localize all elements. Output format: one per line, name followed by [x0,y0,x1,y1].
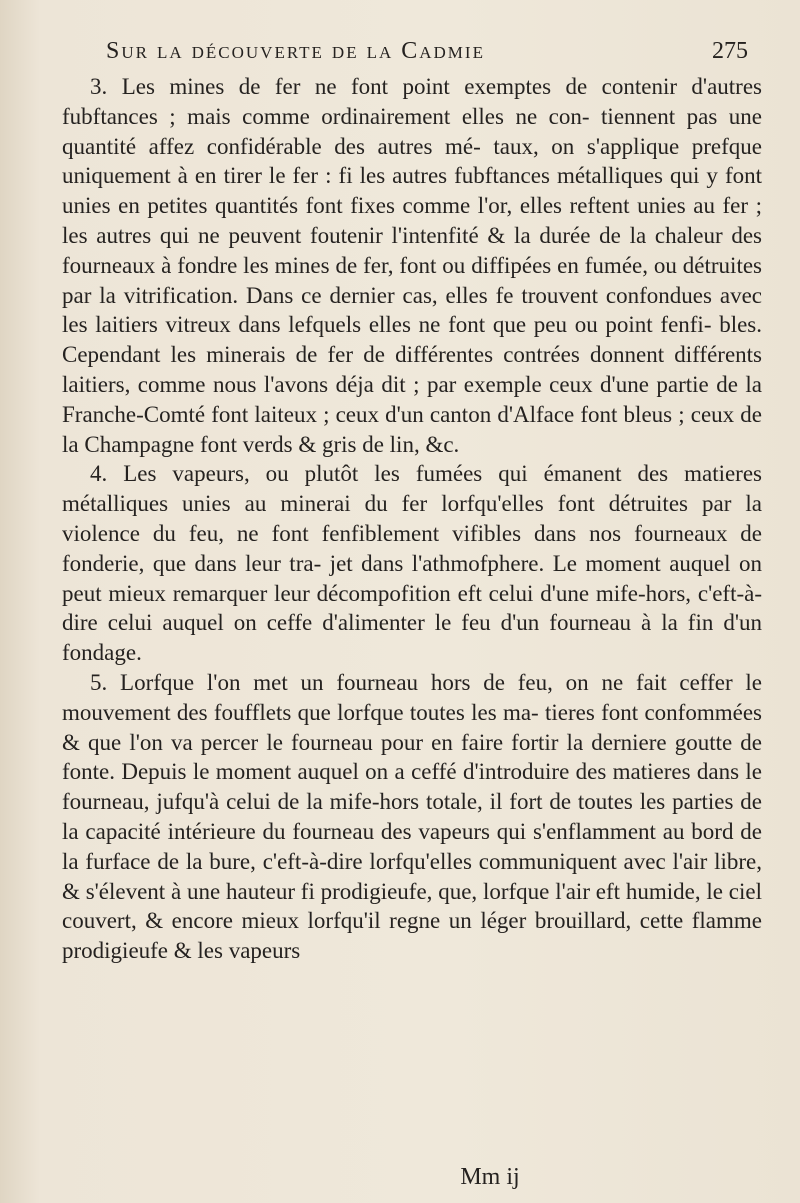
signature-mark: Mm ij [460,1164,520,1190]
paragraph-4: 4. Les vapeurs, ou plutôt les fumées qui émanent des matieres métalliques unies au minerai du fer lorfqu'elles font détruites par la violence du feu, ne font fenfiblement vifibles dans nos fourneaux de fonderie, que dans leur tra- jet dans l'athmofphere. Le moment auquel on peut mieux remarquer leur décompofition eft celui d'une mife-hors, c'eft-à-dire celui auquel on ceffe d'alimenter le feu d'un fourneau à la fin d'un fondage. [62,461,762,666]
page-number: 275 [712,38,748,64]
paragraph-3: 3. Les mines de fer ne font point exemptes de contenir d'autres fubftances ; mais comme ordinairement elles ne con- tiennent pas une quantité affez confidérable des autres mé- taux, on s'applique prefque uniquement à en tirer le fer : fi les autres fubftances métalliques qui y font unies en petites quantités font fixes comme l'or, elles reftent unies au fer ; les autres qui ne peuvent foutenir l'intenfité & la durée de la chaleur des fourneaux à fondre les mines de fer, font ou diffipées en fumée, ou détruites par la vitrification. Dans ce dernier cas, elles fe trouvent confondues avec les laitiers vitreux dans lefquels elles ne font que peu ou point fenfi- bles. Cependant les minerais de fer de différentes contrées donnent différents laitiers, comme nous l'avons déja dit ; par exemple ceux d'une partie de la Franche-Comté font laiteux ; ceux d'un canton d'Alface font bleus ; ceux de la Champagne font verds & gris de lin, &c. [62,74,762,457]
page-header [106,38,748,65]
running-title: Sur la découverte de la Cadmie [106,38,485,64]
body-text [62,72,762,966]
page-footer [0,1164,800,1191]
paragraph-5: 5. Lorfque l'on met un fourneau hors de feu, on ne fait ceffer le mouvement des foufflets que lorfque toutes les ma- tieres font confommées & que l'on va percer le fourneau pour en faire fortir la derniere goutte de fonte. Depuis le moment auquel on a ceffé d'introduire des matieres dans le fourneau, jufqu'à celui de la mife-hors totale, il fort de toutes les parties de la capacité intérieure du fourneau des vapeurs qui s'enflamment au bord de la furface de la bure, c'eft-à-dire lorfqu'elles communiquent avec l'air libre, & s'élevent à une hauteur fi prodigieufe, que, lorfque l'air eft humide, le ciel couvert, & encore mieux lorfqu'il regne un léger brouillard, cette flamme prodigieufe & les vapeurs [62,669,762,964]
